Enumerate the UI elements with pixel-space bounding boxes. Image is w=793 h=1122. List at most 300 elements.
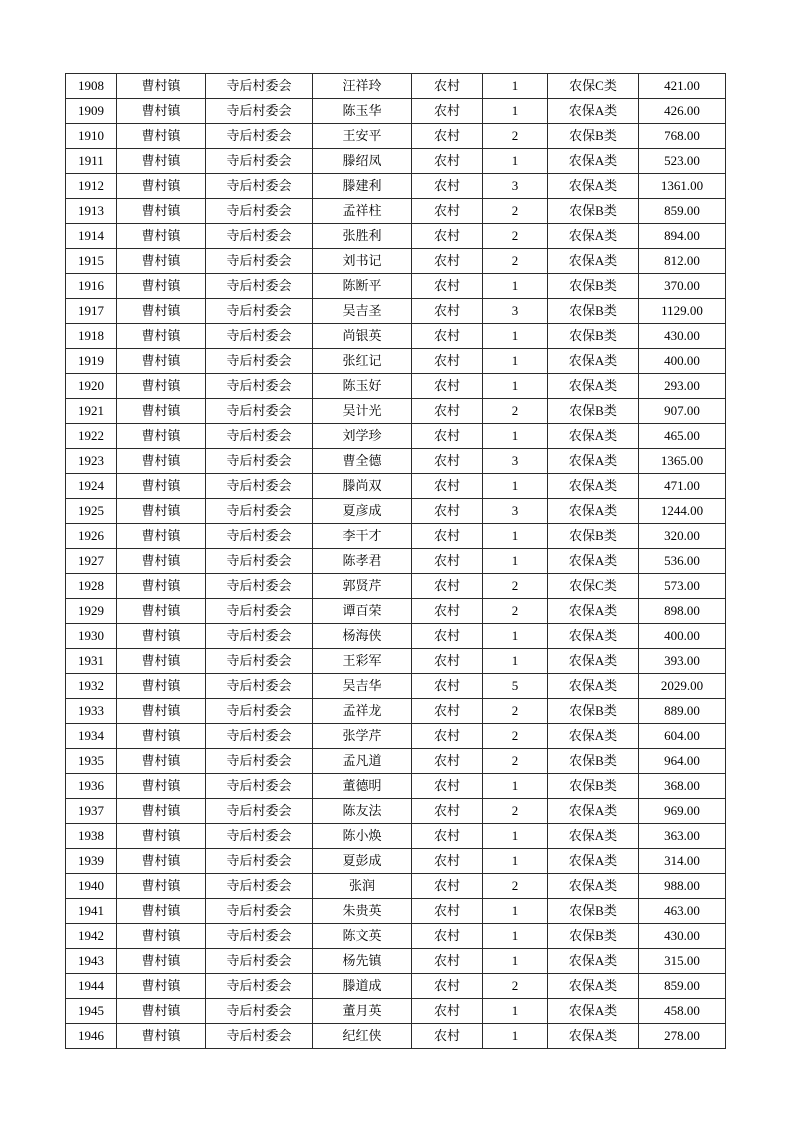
cell-type: 农村 bbox=[412, 574, 483, 599]
table-row bbox=[66, 824, 726, 849]
cell-type: 农村 bbox=[412, 299, 483, 324]
cell-type: 农村 bbox=[412, 974, 483, 999]
cell-village: 寺后村委会 bbox=[206, 999, 313, 1024]
cell-count: 1 bbox=[483, 774, 548, 799]
cell-town: 曹村镇 bbox=[117, 99, 206, 124]
cell-name: 陈玉华 bbox=[313, 99, 412, 124]
cell-amount: 400.00 bbox=[639, 624, 726, 649]
cell-amount: 1365.00 bbox=[639, 449, 726, 474]
cell-amount: 573.00 bbox=[639, 574, 726, 599]
cell-amount: 889.00 bbox=[639, 699, 726, 724]
cell-village: 寺后村委会 bbox=[206, 274, 313, 299]
cell-count: 2 bbox=[483, 249, 548, 274]
cell-name: 吴吉圣 bbox=[313, 299, 412, 324]
cell-index: 1934 bbox=[66, 724, 117, 749]
cell-count: 2 bbox=[483, 399, 548, 424]
cell-category: 农保A类 bbox=[548, 599, 639, 624]
cell-index: 1917 bbox=[66, 299, 117, 324]
cell-type: 农村 bbox=[412, 124, 483, 149]
data-table bbox=[65, 73, 726, 1049]
cell-index: 1939 bbox=[66, 849, 117, 874]
cell-name: 陈断平 bbox=[313, 274, 412, 299]
cell-name: 谭百荣 bbox=[313, 599, 412, 624]
cell-index: 1935 bbox=[66, 749, 117, 774]
cell-village: 寺后村委会 bbox=[206, 124, 313, 149]
cell-count: 1 bbox=[483, 74, 548, 99]
cell-town: 曹村镇 bbox=[117, 574, 206, 599]
cell-category: 农保A类 bbox=[548, 849, 639, 874]
cell-name: 张学芹 bbox=[313, 724, 412, 749]
table-row bbox=[66, 874, 726, 899]
cell-count: 2 bbox=[483, 874, 548, 899]
cell-village: 寺后村委会 bbox=[206, 424, 313, 449]
cell-amount: 393.00 bbox=[639, 649, 726, 674]
table-row bbox=[66, 849, 726, 874]
cell-type: 农村 bbox=[412, 899, 483, 924]
cell-town: 曹村镇 bbox=[117, 474, 206, 499]
cell-count: 2 bbox=[483, 599, 548, 624]
cell-town: 曹村镇 bbox=[117, 599, 206, 624]
cell-count: 2 bbox=[483, 574, 548, 599]
cell-type: 农村 bbox=[412, 774, 483, 799]
cell-type: 农村 bbox=[412, 174, 483, 199]
cell-category: 农保B类 bbox=[548, 774, 639, 799]
cell-count: 3 bbox=[483, 499, 548, 524]
cell-count: 1 bbox=[483, 1024, 548, 1049]
cell-town: 曹村镇 bbox=[117, 624, 206, 649]
cell-count: 1 bbox=[483, 424, 548, 449]
table-row bbox=[66, 774, 726, 799]
cell-type: 农村 bbox=[412, 1024, 483, 1049]
cell-index: 1944 bbox=[66, 974, 117, 999]
cell-index: 1941 bbox=[66, 899, 117, 924]
cell-name: 陈友法 bbox=[313, 799, 412, 824]
table-row bbox=[66, 199, 726, 224]
cell-amount: 988.00 bbox=[639, 874, 726, 899]
cell-index: 1936 bbox=[66, 774, 117, 799]
cell-village: 寺后村委会 bbox=[206, 774, 313, 799]
cell-name: 夏彦成 bbox=[313, 499, 412, 524]
cell-amount: 315.00 bbox=[639, 949, 726, 974]
cell-count: 2 bbox=[483, 724, 548, 749]
cell-category: 农保A类 bbox=[548, 249, 639, 274]
cell-name: 汪祥玲 bbox=[313, 74, 412, 99]
cell-amount: 430.00 bbox=[639, 324, 726, 349]
cell-index: 1910 bbox=[66, 124, 117, 149]
cell-category: 农保A类 bbox=[548, 549, 639, 574]
cell-count: 1 bbox=[483, 324, 548, 349]
cell-town: 曹村镇 bbox=[117, 799, 206, 824]
cell-count: 3 bbox=[483, 174, 548, 199]
cell-type: 农村 bbox=[412, 749, 483, 774]
cell-category: 农保A类 bbox=[548, 624, 639, 649]
table-row bbox=[66, 699, 726, 724]
cell-town: 曹村镇 bbox=[117, 299, 206, 324]
cell-name: 滕道成 bbox=[313, 974, 412, 999]
cell-category: 农保A类 bbox=[548, 674, 639, 699]
table-row bbox=[66, 149, 726, 174]
cell-count: 2 bbox=[483, 799, 548, 824]
cell-index: 1912 bbox=[66, 174, 117, 199]
table-row bbox=[66, 399, 726, 424]
cell-amount: 859.00 bbox=[639, 974, 726, 999]
cell-town: 曹村镇 bbox=[117, 449, 206, 474]
cell-village: 寺后村委会 bbox=[206, 1024, 313, 1049]
table-row bbox=[66, 574, 726, 599]
cell-category: 农保A类 bbox=[548, 224, 639, 249]
cell-index: 1925 bbox=[66, 499, 117, 524]
cell-type: 农村 bbox=[412, 224, 483, 249]
cell-type: 农村 bbox=[412, 99, 483, 124]
cell-category: 农保B类 bbox=[548, 699, 639, 724]
cell-category: 农保A类 bbox=[548, 974, 639, 999]
cell-count: 1 bbox=[483, 474, 548, 499]
cell-name: 郭贤芹 bbox=[313, 574, 412, 599]
cell-amount: 1361.00 bbox=[639, 174, 726, 199]
cell-amount: 426.00 bbox=[639, 99, 726, 124]
table-row bbox=[66, 499, 726, 524]
cell-amount: 314.00 bbox=[639, 849, 726, 874]
cell-category: 农保C类 bbox=[548, 574, 639, 599]
cell-amount: 964.00 bbox=[639, 749, 726, 774]
cell-category: 农保A类 bbox=[548, 1024, 639, 1049]
cell-category: 农保A类 bbox=[548, 374, 639, 399]
cell-count: 1 bbox=[483, 849, 548, 874]
cell-name: 张润 bbox=[313, 874, 412, 899]
cell-village: 寺后村委会 bbox=[206, 899, 313, 924]
cell-category: 农保A类 bbox=[548, 649, 639, 674]
cell-town: 曹村镇 bbox=[117, 349, 206, 374]
cell-count: 1 bbox=[483, 99, 548, 124]
cell-name: 尚银英 bbox=[313, 324, 412, 349]
cell-type: 农村 bbox=[412, 74, 483, 99]
cell-index: 1932 bbox=[66, 674, 117, 699]
cell-amount: 768.00 bbox=[639, 124, 726, 149]
cell-index: 1923 bbox=[66, 449, 117, 474]
table-row bbox=[66, 949, 726, 974]
cell-name: 陈文英 bbox=[313, 924, 412, 949]
cell-village: 寺后村委会 bbox=[206, 724, 313, 749]
cell-village: 寺后村委会 bbox=[206, 149, 313, 174]
cell-town: 曹村镇 bbox=[117, 324, 206, 349]
cell-category: 农保A类 bbox=[548, 999, 639, 1024]
cell-village: 寺后村委会 bbox=[206, 499, 313, 524]
cell-count: 1 bbox=[483, 374, 548, 399]
cell-index: 1918 bbox=[66, 324, 117, 349]
cell-town: 曹村镇 bbox=[117, 749, 206, 774]
cell-index: 1927 bbox=[66, 549, 117, 574]
cell-amount: 2029.00 bbox=[639, 674, 726, 699]
cell-type: 农村 bbox=[412, 624, 483, 649]
cell-count: 1 bbox=[483, 149, 548, 174]
table-row bbox=[66, 174, 726, 199]
table-row bbox=[66, 299, 726, 324]
cell-amount: 812.00 bbox=[639, 249, 726, 274]
cell-type: 农村 bbox=[412, 324, 483, 349]
cell-index: 1931 bbox=[66, 649, 117, 674]
cell-type: 农村 bbox=[412, 249, 483, 274]
cell-amount: 370.00 bbox=[639, 274, 726, 299]
cell-amount: 400.00 bbox=[639, 349, 726, 374]
table-row bbox=[66, 599, 726, 624]
table-row bbox=[66, 324, 726, 349]
cell-type: 农村 bbox=[412, 549, 483, 574]
cell-town: 曹村镇 bbox=[117, 274, 206, 299]
cell-name: 滕建利 bbox=[313, 174, 412, 199]
cell-town: 曹村镇 bbox=[117, 74, 206, 99]
cell-category: 农保A类 bbox=[548, 824, 639, 849]
cell-index: 1916 bbox=[66, 274, 117, 299]
cell-index: 1929 bbox=[66, 599, 117, 624]
table-row bbox=[66, 999, 726, 1024]
cell-name: 孟祥柱 bbox=[313, 199, 412, 224]
cell-category: 农保A类 bbox=[548, 724, 639, 749]
cell-count: 3 bbox=[483, 299, 548, 324]
cell-index: 1908 bbox=[66, 74, 117, 99]
table-row bbox=[66, 624, 726, 649]
cell-type: 农村 bbox=[412, 999, 483, 1024]
cell-village: 寺后村委会 bbox=[206, 374, 313, 399]
cell-category: 农保C类 bbox=[548, 74, 639, 99]
table-row bbox=[66, 799, 726, 824]
table-row bbox=[66, 474, 726, 499]
cell-town: 曹村镇 bbox=[117, 199, 206, 224]
cell-town: 曹村镇 bbox=[117, 774, 206, 799]
cell-village: 寺后村委会 bbox=[206, 224, 313, 249]
cell-amount: 320.00 bbox=[639, 524, 726, 549]
cell-amount: 898.00 bbox=[639, 599, 726, 624]
cell-count: 1 bbox=[483, 274, 548, 299]
cell-name: 王安平 bbox=[313, 124, 412, 149]
cell-name: 吴吉华 bbox=[313, 674, 412, 699]
cell-village: 寺后村委会 bbox=[206, 399, 313, 424]
cell-name: 张胜利 bbox=[313, 224, 412, 249]
cell-village: 寺后村委会 bbox=[206, 849, 313, 874]
cell-count: 1 bbox=[483, 549, 548, 574]
cell-town: 曹村镇 bbox=[117, 849, 206, 874]
table-row bbox=[66, 749, 726, 774]
cell-index: 1921 bbox=[66, 399, 117, 424]
cell-category: 农保B类 bbox=[548, 399, 639, 424]
cell-type: 农村 bbox=[412, 374, 483, 399]
cell-town: 曹村镇 bbox=[117, 699, 206, 724]
cell-name: 滕绍凤 bbox=[313, 149, 412, 174]
cell-village: 寺后村委会 bbox=[206, 474, 313, 499]
cell-type: 农村 bbox=[412, 349, 483, 374]
cell-town: 曹村镇 bbox=[117, 924, 206, 949]
cell-name: 董德明 bbox=[313, 774, 412, 799]
cell-amount: 1244.00 bbox=[639, 499, 726, 524]
table-row bbox=[66, 374, 726, 399]
cell-category: 农保B类 bbox=[548, 899, 639, 924]
cell-count: 2 bbox=[483, 699, 548, 724]
cell-type: 农村 bbox=[412, 799, 483, 824]
cell-index: 1913 bbox=[66, 199, 117, 224]
cell-amount: 430.00 bbox=[639, 924, 726, 949]
cell-count: 1 bbox=[483, 949, 548, 974]
cell-count: 5 bbox=[483, 674, 548, 699]
cell-amount: 969.00 bbox=[639, 799, 726, 824]
cell-index: 1937 bbox=[66, 799, 117, 824]
cell-name: 杨海侠 bbox=[313, 624, 412, 649]
cell-town: 曹村镇 bbox=[117, 524, 206, 549]
cell-index: 1940 bbox=[66, 874, 117, 899]
cell-index: 1933 bbox=[66, 699, 117, 724]
cell-index: 1924 bbox=[66, 474, 117, 499]
cell-type: 农村 bbox=[412, 474, 483, 499]
table-row bbox=[66, 724, 726, 749]
table-row bbox=[66, 449, 726, 474]
cell-amount: 907.00 bbox=[639, 399, 726, 424]
cell-village: 寺后村委会 bbox=[206, 974, 313, 999]
cell-amount: 465.00 bbox=[639, 424, 726, 449]
table-row bbox=[66, 124, 726, 149]
cell-category: 农保A类 bbox=[548, 799, 639, 824]
cell-village: 寺后村委会 bbox=[206, 699, 313, 724]
cell-type: 农村 bbox=[412, 924, 483, 949]
table-row bbox=[66, 1024, 726, 1049]
cell-town: 曹村镇 bbox=[117, 824, 206, 849]
cell-category: 农保A类 bbox=[548, 99, 639, 124]
cell-count: 1 bbox=[483, 999, 548, 1024]
cell-village: 寺后村委会 bbox=[206, 824, 313, 849]
cell-name: 张红记 bbox=[313, 349, 412, 374]
cell-category: 农保A类 bbox=[548, 174, 639, 199]
cell-amount: 894.00 bbox=[639, 224, 726, 249]
cell-village: 寺后村委会 bbox=[206, 949, 313, 974]
cell-category: 农保B类 bbox=[548, 324, 639, 349]
cell-category: 农保A类 bbox=[548, 499, 639, 524]
cell-category: 农保A类 bbox=[548, 349, 639, 374]
cell-amount: 471.00 bbox=[639, 474, 726, 499]
cell-category: 农保B类 bbox=[548, 524, 639, 549]
cell-village: 寺后村委会 bbox=[206, 674, 313, 699]
cell-name: 孟祥龙 bbox=[313, 699, 412, 724]
cell-town: 曹村镇 bbox=[117, 174, 206, 199]
cell-amount: 368.00 bbox=[639, 774, 726, 799]
cell-name: 陈玉好 bbox=[313, 374, 412, 399]
cell-amount: 1129.00 bbox=[639, 299, 726, 324]
cell-count: 1 bbox=[483, 649, 548, 674]
cell-village: 寺后村委会 bbox=[206, 749, 313, 774]
cell-town: 曹村镇 bbox=[117, 249, 206, 274]
cell-village: 寺后村委会 bbox=[206, 199, 313, 224]
cell-type: 农村 bbox=[412, 874, 483, 899]
table-row bbox=[66, 974, 726, 999]
cell-amount: 421.00 bbox=[639, 74, 726, 99]
cell-count: 2 bbox=[483, 224, 548, 249]
cell-town: 曹村镇 bbox=[117, 224, 206, 249]
cell-name: 陈小焕 bbox=[313, 824, 412, 849]
cell-type: 农村 bbox=[412, 524, 483, 549]
cell-village: 寺后村委会 bbox=[206, 174, 313, 199]
cell-amount: 604.00 bbox=[639, 724, 726, 749]
cell-type: 农村 bbox=[412, 824, 483, 849]
cell-count: 1 bbox=[483, 924, 548, 949]
cell-count: 1 bbox=[483, 524, 548, 549]
cell-type: 农村 bbox=[412, 599, 483, 624]
cell-index: 1911 bbox=[66, 149, 117, 174]
cell-town: 曹村镇 bbox=[117, 124, 206, 149]
cell-amount: 859.00 bbox=[639, 199, 726, 224]
cell-type: 农村 bbox=[412, 649, 483, 674]
cell-village: 寺后村委会 bbox=[206, 874, 313, 899]
table-row bbox=[66, 549, 726, 574]
cell-village: 寺后村委会 bbox=[206, 299, 313, 324]
cell-index: 1928 bbox=[66, 574, 117, 599]
cell-name: 吴计光 bbox=[313, 399, 412, 424]
table-row bbox=[66, 249, 726, 274]
cell-amount: 278.00 bbox=[639, 1024, 726, 1049]
cell-type: 农村 bbox=[412, 149, 483, 174]
table-body bbox=[66, 74, 726, 1049]
cell-village: 寺后村委会 bbox=[206, 924, 313, 949]
cell-category: 农保A类 bbox=[548, 424, 639, 449]
cell-type: 农村 bbox=[412, 949, 483, 974]
cell-type: 农村 bbox=[412, 199, 483, 224]
cell-name: 李干才 bbox=[313, 524, 412, 549]
cell-count: 1 bbox=[483, 824, 548, 849]
cell-name: 王彩军 bbox=[313, 649, 412, 674]
cell-category: 农保B类 bbox=[548, 199, 639, 224]
cell-town: 曹村镇 bbox=[117, 974, 206, 999]
cell-type: 农村 bbox=[412, 399, 483, 424]
cell-town: 曹村镇 bbox=[117, 899, 206, 924]
cell-amount: 458.00 bbox=[639, 999, 726, 1024]
cell-town: 曹村镇 bbox=[117, 999, 206, 1024]
cell-village: 寺后村委会 bbox=[206, 574, 313, 599]
cell-town: 曹村镇 bbox=[117, 399, 206, 424]
cell-index: 1926 bbox=[66, 524, 117, 549]
cell-village: 寺后村委会 bbox=[206, 599, 313, 624]
cell-name: 杨先镇 bbox=[313, 949, 412, 974]
cell-count: 2 bbox=[483, 974, 548, 999]
cell-town: 曹村镇 bbox=[117, 874, 206, 899]
cell-count: 1 bbox=[483, 349, 548, 374]
cell-name: 滕尚双 bbox=[313, 474, 412, 499]
cell-village: 寺后村委会 bbox=[206, 324, 313, 349]
cell-index: 1920 bbox=[66, 374, 117, 399]
table-row bbox=[66, 899, 726, 924]
cell-count: 2 bbox=[483, 124, 548, 149]
table-row bbox=[66, 524, 726, 549]
cell-town: 曹村镇 bbox=[117, 424, 206, 449]
cell-name: 纪红侠 bbox=[313, 1024, 412, 1049]
cell-type: 农村 bbox=[412, 699, 483, 724]
cell-town: 曹村镇 bbox=[117, 1024, 206, 1049]
cell-index: 1922 bbox=[66, 424, 117, 449]
cell-count: 1 bbox=[483, 899, 548, 924]
cell-index: 1914 bbox=[66, 224, 117, 249]
cell-index: 1938 bbox=[66, 824, 117, 849]
cell-index: 1943 bbox=[66, 949, 117, 974]
cell-village: 寺后村委会 bbox=[206, 449, 313, 474]
cell-name: 曹全德 bbox=[313, 449, 412, 474]
cell-amount: 536.00 bbox=[639, 549, 726, 574]
cell-count: 3 bbox=[483, 449, 548, 474]
table-row bbox=[66, 649, 726, 674]
cell-category: 农保B类 bbox=[548, 124, 639, 149]
cell-amount: 523.00 bbox=[639, 149, 726, 174]
cell-name: 孟凡道 bbox=[313, 749, 412, 774]
table-row bbox=[66, 349, 726, 374]
cell-type: 农村 bbox=[412, 499, 483, 524]
table-row bbox=[66, 274, 726, 299]
cell-count: 2 bbox=[483, 199, 548, 224]
cell-town: 曹村镇 bbox=[117, 549, 206, 574]
cell-town: 曹村镇 bbox=[117, 149, 206, 174]
cell-name: 夏彭成 bbox=[313, 849, 412, 874]
